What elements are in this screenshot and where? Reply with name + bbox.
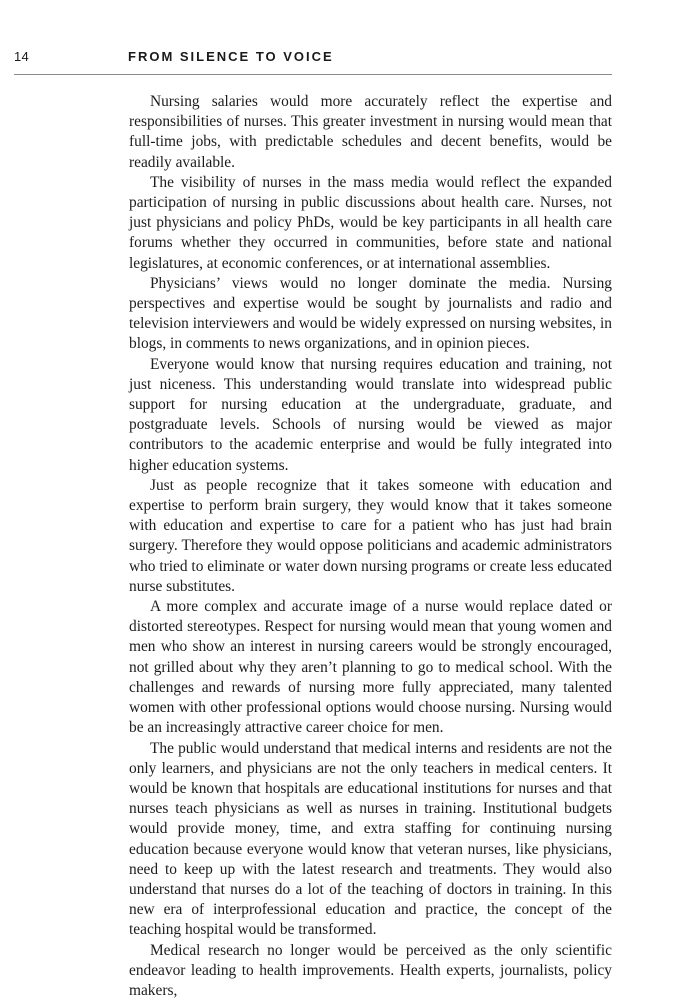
paragraph: Physicians’ views would no longer dominate the media. Nursing perspectives and expertise would be sought by journalists and radio and television interviewers and would be widely expressed on nursing websites, in blogs, in comments to news organizations, and in opinion pieces. — [129, 274, 612, 353]
header-rule — [14, 74, 612, 75]
book-title: FROM SILENCE TO VOICE — [128, 49, 334, 64]
running-head — [14, 49, 614, 69]
paragraph: Nursing salaries would more accurately reflect the expertise and responsibilities of nurses. This greater investment in nursing would mean that full-time jobs, with predictable schedules and decent benefits, would be readily available. — [129, 93, 612, 171]
paragraph: A more complex and accurate image of a nurse would replace dated or distorted stereotypes. Respect for nursing would mean that young women and men who show an interest in nursing careers would be strongly encouraged, not grilled about why they aren’t planning to go to medical school. With the challenges and rewards of nursing more fully appreciated, many talented women with other professional options would choose nursing. Nursing would be an increasingly attractive career choice for men. — [129, 598, 612, 737]
paragraph: The public would understand that medical interns and residents are not the only learners, and physicians are not the only teachers in medical centers. It would be known that hospitals are educational institutions for nurses and that nurses teach physicians as well as nurses in training. Institutional budgets would provide money, time, and extra staffing for continuing nursing education because everyone would know that veteran nurses, like physicians, need to keep up with the latest research and treatments. They would also understand that nurses do a lot of the teaching of doctors in training. In this new era of interprofessional education and practice, the concept of the teaching hospital would be transformed. — [129, 739, 612, 939]
page-number: 14 — [14, 49, 30, 64]
paragraph: The visibility of nurses in the mass media would reflect the expanded participation of nursing in public discussions about health care. Nurses, not just physicians and policy PhDs, would be key participants in all health care forums whether they occurred in communities, before state and national legislatures, at economic conferences, or at international assemblies. — [129, 173, 612, 272]
body-text — [129, 92, 612, 1001]
paragraph: Medical research no longer would be perceived as the only scientific endeavor leading to health improvements. Health experts, journalists, policy makers, — [129, 941, 612, 999]
paragraph: Everyone would know that nursing requires education and training, not just niceness. This understanding would translate into widespread public support for nursing education at the undergraduate, graduate, and postgraduate levels. Schools of nursing would be viewed as major contributors to the academic enterprise and would be fully integrated into higher education systems. — [129, 355, 612, 474]
paragraph: Just as people recognize that it takes someone with education and expertise to perform brain surgery, they would know that it takes someone with education and expertise to care for a patient who has just had brain surgery. Therefore they would oppose politicians and academic administrators who tried to eliminate or water down nursing programs or create less educated nurse substitutes. — [129, 476, 612, 595]
